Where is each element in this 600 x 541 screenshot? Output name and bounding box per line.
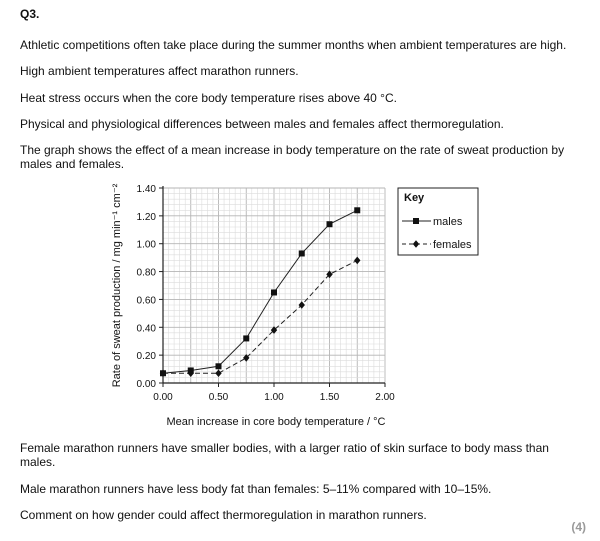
x-tick-label: 1.00 xyxy=(264,392,284,403)
series-females xyxy=(160,257,361,377)
x-tick-label: 1.50 xyxy=(319,392,340,403)
y-tick-label: 1.00 xyxy=(136,239,156,251)
series-line-males xyxy=(163,210,357,373)
data-point-females xyxy=(354,257,360,265)
data-point-males xyxy=(327,221,333,227)
legend-label-females: females xyxy=(433,239,472,251)
y-tick-label: 0.40 xyxy=(136,323,156,335)
chart-grid xyxy=(163,188,385,383)
after-paragraph-2: Male marathon runners have less body fat than females: 5–11% compared with 10–15%. xyxy=(20,482,492,496)
intro-paragraph-3: Heat stress occurs when the core body temperature rises above 40 °C. xyxy=(20,91,397,105)
y-tick-label: 1.40 xyxy=(136,184,156,195)
after-paragraph-1: Female marathon runners have smaller bodies, with a larger ratio of skin surface to body mass than males. xyxy=(20,441,549,469)
y-tick-label: 0.00 xyxy=(136,379,156,390)
legend-title: Key xyxy=(404,192,425,204)
data-point-males xyxy=(271,289,277,295)
question-number: Q3. xyxy=(20,7,40,21)
after-paragraph-3: Comment on how gender could affect thermoregulation in marathon runners. xyxy=(20,508,427,522)
data-point-males xyxy=(299,250,305,256)
intro-paragraph-5: The graph shows the effect of a mean increase in body temperature on the rate of sweat production by males and females. xyxy=(20,143,565,171)
data-point-females xyxy=(215,369,221,377)
y-tick-label: 0.80 xyxy=(136,267,156,279)
x-tick-label: 2.00 xyxy=(375,392,395,403)
intro-paragraph-4: Physical and physiological differences between males and females affect thermoregulation. xyxy=(20,117,504,131)
x-tick-label: 0.50 xyxy=(208,392,229,403)
y-tick-label: 0.20 xyxy=(136,351,156,363)
legend-label-males: males xyxy=(433,216,463,228)
data-point-males xyxy=(243,335,249,341)
data-point-males xyxy=(354,207,360,213)
y-tick-label: 1.20 xyxy=(136,211,156,223)
x-tick-label: 0.00 xyxy=(153,392,173,403)
y-tick-label: 0.60 xyxy=(136,295,156,307)
intro-paragraph-2: High ambient temperatures affect marathon runners. xyxy=(20,64,299,78)
data-point-males xyxy=(216,363,222,369)
y-axis-label: Rate of sweat production / mg min⁻¹ cm⁻² xyxy=(111,183,123,388)
intro-paragraph-1: Athletic competitions often take place during the summer months when ambient temperatures are high. xyxy=(20,38,567,52)
marks-label: (4) xyxy=(571,520,586,534)
chart-legend xyxy=(398,188,478,255)
legend-marker-males xyxy=(413,218,419,224)
x-axis-label: Mean increase in core body temperature / °C xyxy=(166,416,386,428)
